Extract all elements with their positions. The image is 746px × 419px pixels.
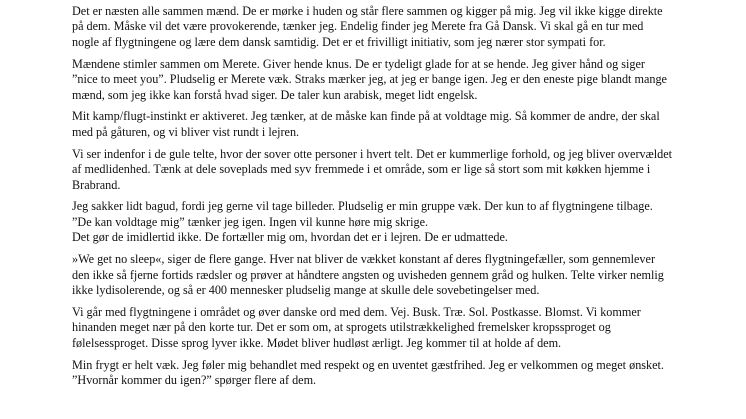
paragraph: Min frygt er helt væk. Jeg føler mig behandlet med respekt og en uventet gæstfrihed. Jeg er velkommen og meget ønsket. ”Hvornår kommer du igen?” spørger flere af dem. bbox=[72, 357, 664, 388]
paragraph: Vi går med flygtningene i området og øver danske ord med dem. Vej. Busk. Træ. Sol. Postkasse. Blomst. Vi kommer hinanden meget nær på den korte tur. Det er som om, at sprogets utilstrækkelighed fremelsker kropssproget og følelsessproget. Disse sprog lyver ikke. Mødet bliver hudløst ærligt. Jeg kommer til at holde af dem. bbox=[72, 304, 641, 350]
document-body bbox=[72, 4, 672, 395]
paragraph: Jeg sakker lidt bagud, fordi jeg gerne vil tage billeder. Pludselig er min gruppe væk. Der kun to af flygtningene tilbage. ”De kan voldtage mig” tænker jeg igen. Ingen vil kunne høre mig skrige. Det gør de imidlertid ikke. De fortæller mig om, hvordan det er i lejren. De er udmattede. bbox=[72, 199, 653, 245]
paragraph: Vi ser indenfor i de gule telte, hvor der sover otte personer i hvert telt. Det er kummerlige forhold, og jeg bliver overvældet af medlidenhed. Tænk at dele soveplads med syv fremmede i et område, som er lige så stort som mit køkken hjemme i Brabrand. bbox=[72, 146, 672, 192]
paragraph: Mit kamp/flugt-instinkt er aktiveret. Jeg tænker, at de måske kan finde på at voldtage mig. Så kommer de andre, der skal med på gåturen, og vi bliver vist rundt i lejren. bbox=[72, 109, 660, 139]
paragraph: Mændene stimler sammen om Merete. Giver hende knus. De er tydeligt glade for at se hende. Jeg giver hånd og siger ”nice to meet you”. Pludselig er Merete væk. Straks mærker jeg, at jeg er bange igen. Jeg er den eneste pige blandt mange mænd, som jeg ikke kan forstå hvad siger. De taler kun arabisk, meget lidt engelsk. bbox=[72, 56, 667, 102]
paragraph: »We get no sleep«, siger de flere gange. Hver nat bliver de vækket konstant af deres flygtningefæller, som gennemlever den ikke så fjerne fortids rædsler og prøver at håndtere angsten og uvisheden gennem gråd og hulken. Telte virker nemlig ikke lydisolerende, og så er 400 mennesker pludselig mange at skulle dele sovebetingelser med. bbox=[72, 252, 664, 297]
paragraph: Det er næsten alle sammen mænd. De er mørke i huden og står flere sammen og kigger på mig. Jeg vil ikke kigge direkte på dem. Måske vil det være provokerende, tænker jeg. Endelig finder jeg Merete fra Gå Dansk. Vi skal gå en tur med nogle af flygtningene og lære dem dansk samtidig. Det er et frivilligt initiativ, som jeg nærer stor sympati for. bbox=[72, 4, 663, 49]
